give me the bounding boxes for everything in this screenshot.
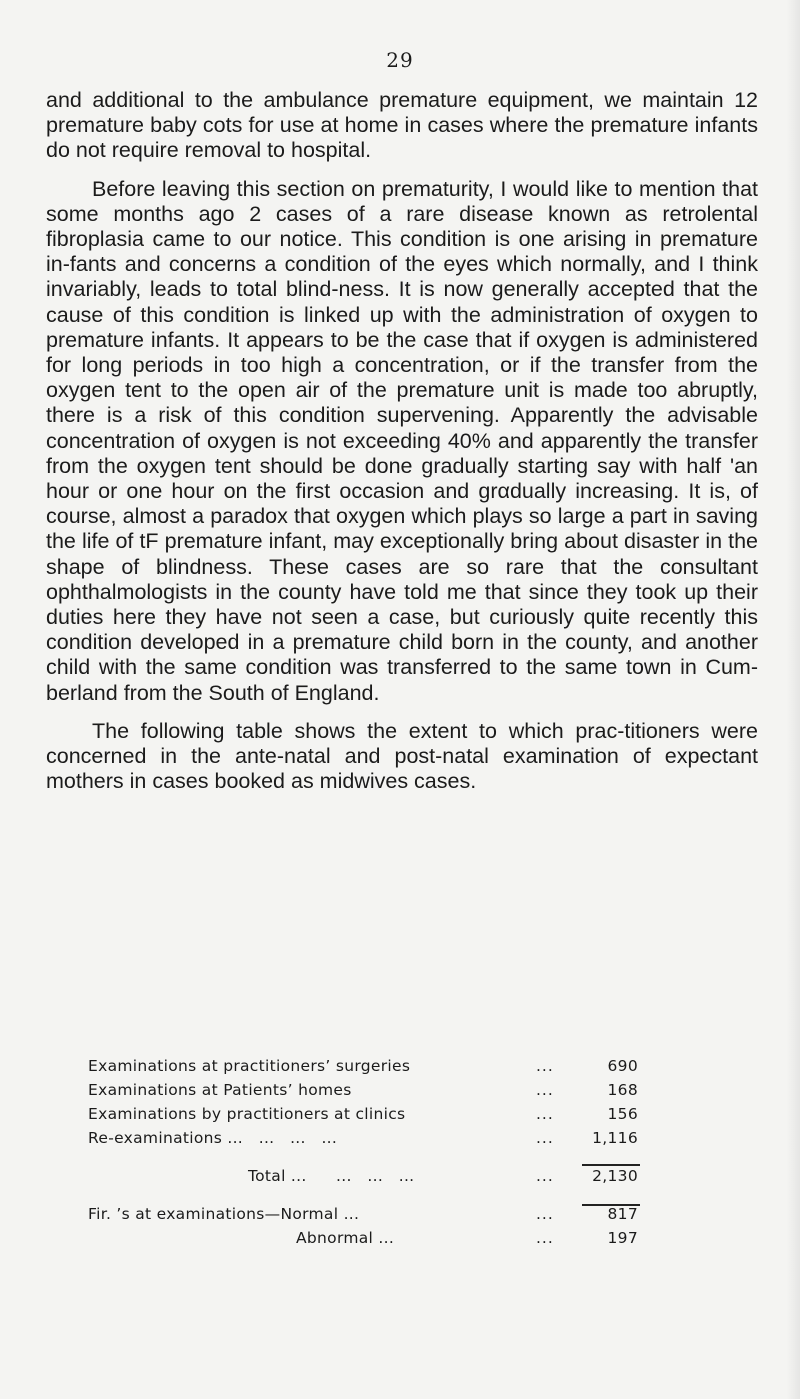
row-value: 1,116 <box>592 1129 638 1147</box>
row-label: Re-examinations ... ... ... ... <box>88 1129 338 1147</box>
abnormal-label: Abnormal ... <box>296 1229 395 1247</box>
table-row <box>88 1054 658 1078</box>
row-value: 690 <box>607 1057 638 1075</box>
paragraph-3: The following table shows the extent to which prac-titioners were concerned in the ante-natal and post-natal examination of expectant mothers in cases booked as midwives cases. <box>46 718 758 794</box>
row-value: 168 <box>607 1081 638 1099</box>
page-number: 29 <box>386 48 414 72</box>
row-label: Examinations at Patients’ homes <box>88 1081 352 1099</box>
page-edge-shadow <box>786 0 800 1399</box>
leader-dots: ... <box>536 1081 554 1099</box>
abnormal-value: 197 <box>607 1229 638 1247</box>
table-row <box>88 1078 658 1102</box>
row-label: Examinations by practitioners at clinics <box>88 1105 406 1123</box>
findings-abnormal-row <box>88 1226 658 1250</box>
table-row <box>88 1102 658 1126</box>
leader-dots: ... <box>536 1129 554 1147</box>
findings-label: Fir. ’s at examinations—Normal ... <box>88 1205 360 1223</box>
total-value: 2,130 <box>592 1167 638 1185</box>
table-row <box>88 1126 658 1150</box>
leader-dots: ... <box>536 1205 554 1223</box>
body-text <box>46 88 758 807</box>
row-label: Examinations at practitioners’ surgeries <box>88 1057 411 1075</box>
examinations-table <box>88 1054 658 1250</box>
normal-value: 817 <box>607 1205 638 1223</box>
leader-dots: ... <box>536 1167 554 1185</box>
paragraph-2: Before leaving this section on prematurity, I would like to mention that some months ago 2 cases of a rare disease known as retrolental fibroplasia came to our notice. This condition is one arising in premature in-fants and concerns a condition of the eyes which normally, and I think invariably, leads to total blind-ness. It is now generally accepted that the cause of this condition is linked up with the administration of oxygen to premature infants. It appears to be the case that if oxygen is administered for long periods in too high a concentration, or if the transfer from the oxygen tent to the open air of the premature unit is made too abruptly, there is a risk of this condition supervening. Apparently the advisable concentration of oxygen is not exceeding 40% and apparently the transfer from the oxygen tent should be done gradually starting say with half 'an hour or one hour on the first occasion and grαdually increasing. It is, of course, almost a paradox that oxygen which plays so large a part in saving the life of tF premature infant, may exceptionally bring about disaster in the shape of blindness. These cases are so rare that the consultant ophthalmologists in the county have told me that since they took up their duties here they have not seen a case, but curiously quite recently this condition developed in a premature child born in the county, and another child with the same condition was transferred to the same town in Cum-berland from the South of England. <box>46 176 758 705</box>
leader-dots: ... <box>536 1229 554 1247</box>
leader-dots: ... <box>536 1057 554 1075</box>
leader-dots: ... <box>536 1105 554 1123</box>
row-value: 156 <box>607 1105 638 1123</box>
leader-dots: ... ... ... <box>336 1167 415 1185</box>
paragraph-1: and additional to the ambulance premature equipment, we maintain 12 premature baby cots for use at home in cases where the premature infants do not require removal to hospital. <box>46 88 758 163</box>
total-row <box>88 1164 658 1188</box>
findings-normal-row <box>88 1202 658 1226</box>
total-label: Total ... <box>248 1167 307 1185</box>
